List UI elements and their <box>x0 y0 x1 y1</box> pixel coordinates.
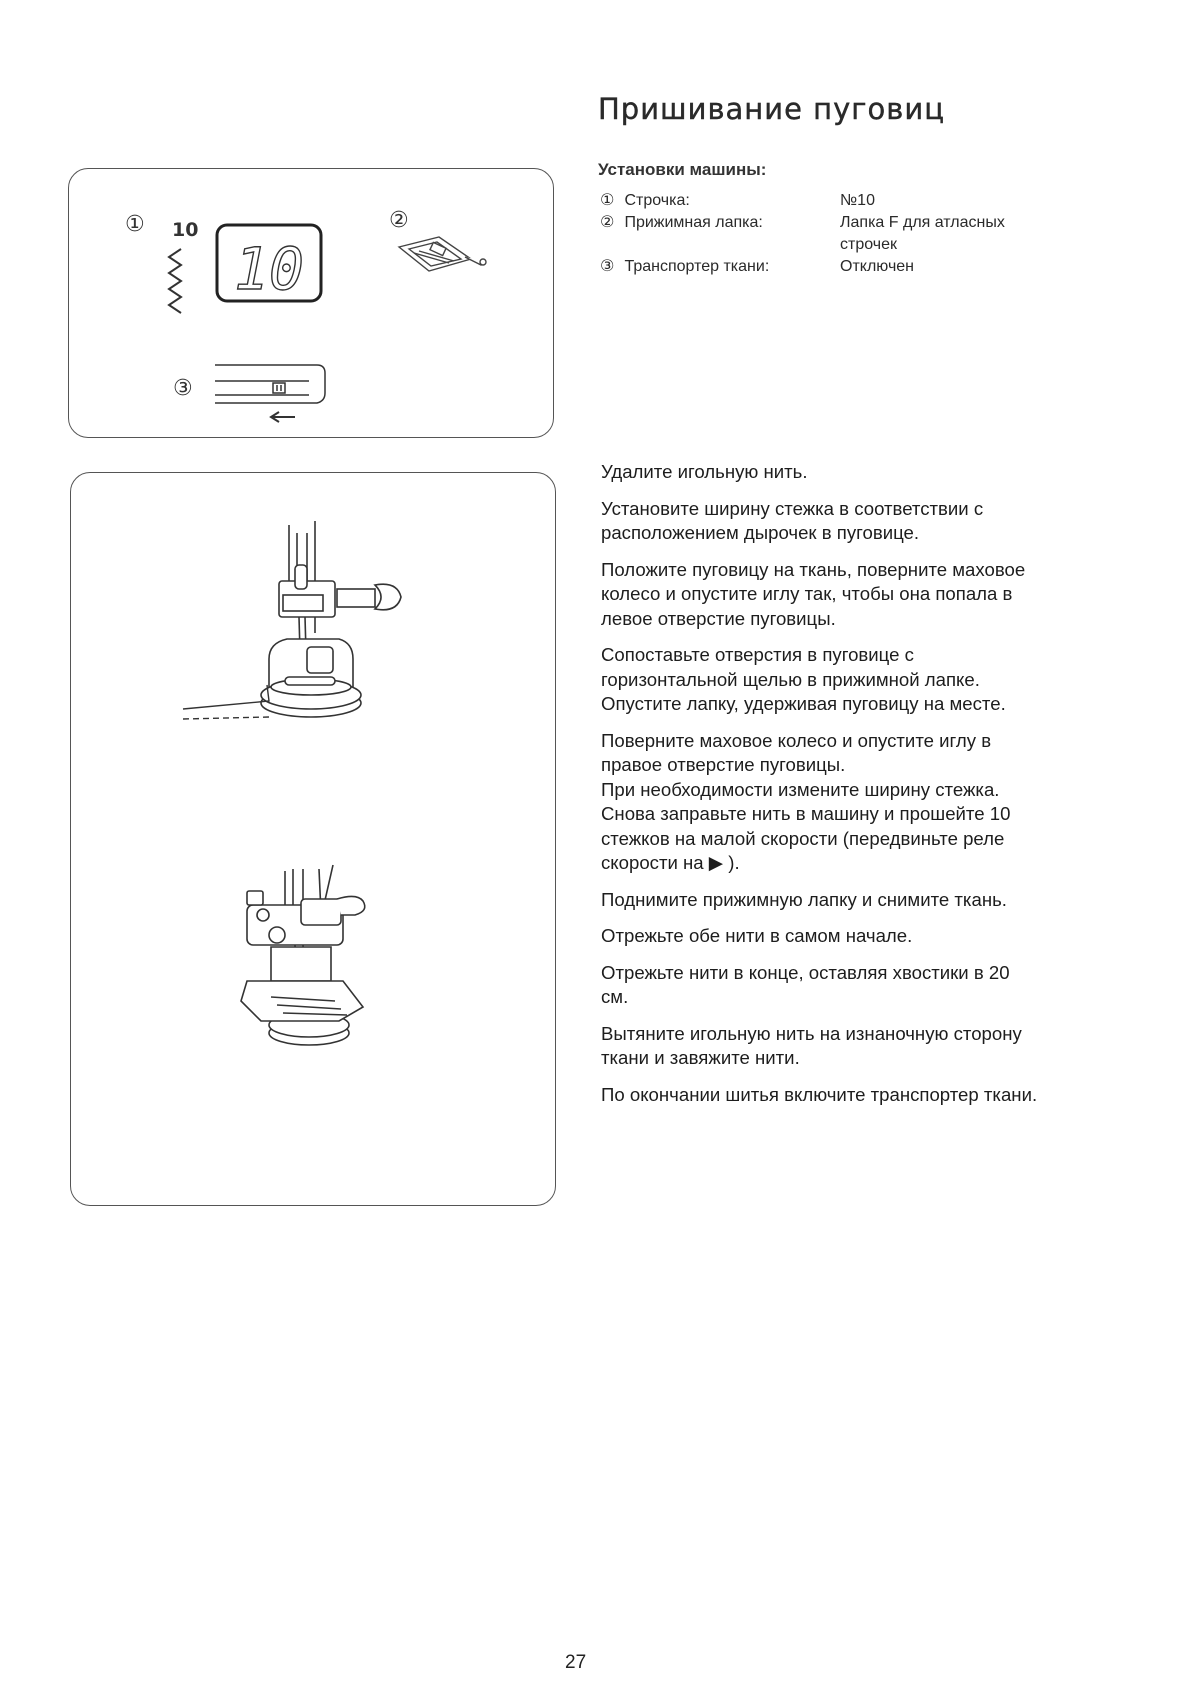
fabric-dashed-line <box>183 717 269 719</box>
lcd-digits: 10 <box>234 235 304 303</box>
needle-and-foot-icon <box>261 521 401 717</box>
instruction-paragraph: Положите пуговицу на ткань, поверните маховое колесо и опустите иглу так, чтобы она попала в левое отверстие пуговицы. <box>601 558 1026 629</box>
instruction-paragraph: По окончании шитья включите транспортер ткани. <box>601 1083 1038 1105</box>
setting-label: Строчка: <box>624 192 690 209</box>
setting-row-stitch <box>600 190 875 212</box>
instruction-paragraph: Сопоставьте отверстия в пуговице с горизонтальной щелью в прижимной лапке. Опустите лапку, удерживая пуговицу на месте. <box>601 644 1006 714</box>
setting-row-foot <box>600 212 1005 256</box>
setting-row-feed-dog <box>600 256 915 278</box>
satin-foot-icon <box>399 237 486 271</box>
settings-figure <box>68 168 554 438</box>
instruction-paragraph: Поднимите прижимную лапку и снимите ткань. <box>601 888 1007 910</box>
instructions <box>601 460 1101 1119</box>
callout-number: ② <box>600 214 615 231</box>
page-number: 27 <box>565 1652 587 1673</box>
callout-number: ③ <box>600 258 615 275</box>
settings-list <box>600 190 1005 278</box>
setting-value: №10 <box>840 192 875 209</box>
setting-label: Прижимная лапка: <box>624 214 763 231</box>
settings-heading: Установки машины: <box>598 160 767 179</box>
stitch-number-label: 10 <box>172 219 199 241</box>
setting-value: Отключен <box>840 258 915 275</box>
settings-illustration <box>69 169 553 437</box>
callout-3: ③ <box>173 376 193 401</box>
feed-dog-lever-icon <box>215 365 325 422</box>
thread-line <box>183 685 269 709</box>
instruction-paragraph: Вытяните игольную нить на изнаночную сторону ткани и завяжите нити. <box>601 1022 1022 1068</box>
zigzag-stitch-icon <box>169 249 181 313</box>
callout-2: ② <box>389 208 409 233</box>
raised-presser-foot-icon <box>241 865 365 1045</box>
instruction-paragraph: Отрежьте обе нити в самом начале. <box>601 925 913 946</box>
page-title: Пришивание пуговиц <box>598 92 945 126</box>
callout-number: ① <box>600 192 615 209</box>
instruction-paragraph: Установите ширину стежка в соответствии с расположением дырочек в пуговице. <box>601 497 984 543</box>
instruction-paragraph: Поверните маховое колесо и опустите иглу в правое отверстие пуговицы. При необходимости измените ширину стежка. Снова заправьте нить в машину и прошейте 10 стежков на малой скорости (передвиньте реле скорости на ▶ ). <box>601 729 1011 873</box>
sewing-figure <box>70 472 556 1206</box>
setting-label: Транспортер ткани: <box>624 258 770 275</box>
instruction-paragraph: Удалите игольную нить. <box>601 461 808 482</box>
instruction-paragraph: Отрежьте нити в конце, оставляя хвостики в 20 см. <box>601 961 1010 1007</box>
sewing-illustration <box>71 473 555 1205</box>
callout-1: ① <box>125 212 145 237</box>
setting-value: Лапка F для атласных строчек <box>840 214 1005 253</box>
